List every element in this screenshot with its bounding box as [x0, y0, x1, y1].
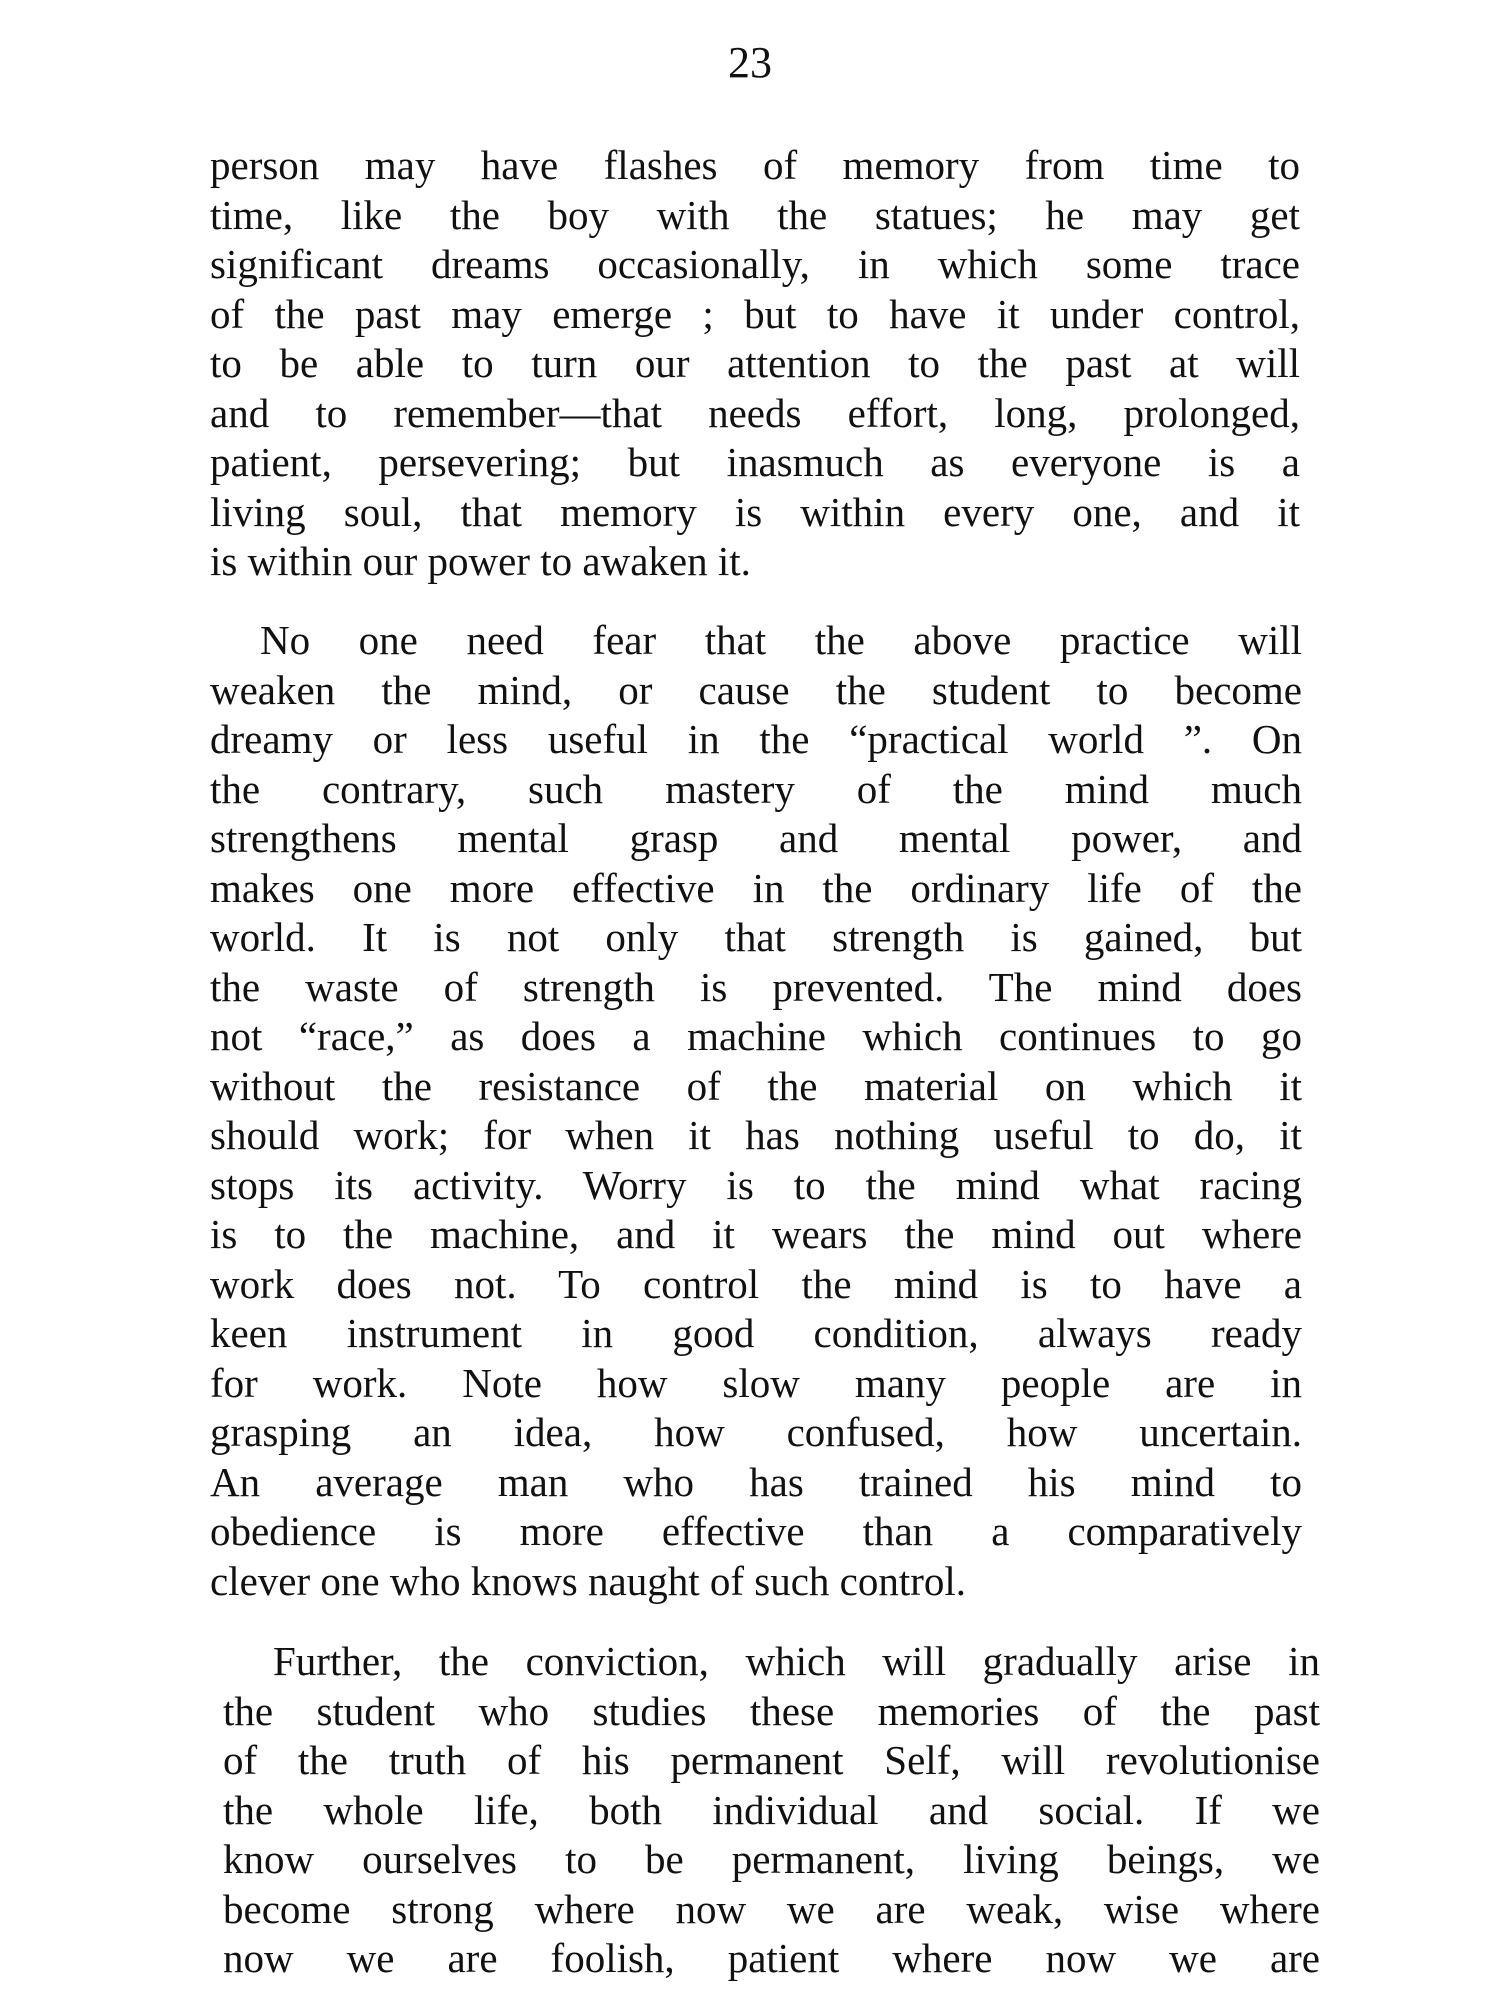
text-line: strengthens mental grasp and mental power, and [210, 815, 1302, 861]
text-line: without the resistance of the material on which it [210, 1062, 1302, 1109]
text-line: the waste of strength is prevented. The mind does [210, 963, 1302, 1010]
text-line: become strong where now we are weak, wise where [223, 1885, 1320, 1932]
text-line: patient, persevering; but inasmuch as everyone is a [210, 439, 1300, 485]
text-line: now we are foolish, patient where now we are [223, 1935, 1320, 1981]
text-line: is within our power to awaken it. [210, 538, 751, 584]
text-line: weaken the mind, or cause the student to become [210, 666, 1302, 713]
text-line: time, like the boy with the statues; he may get [210, 191, 1300, 238]
text-line: keen instrument in good condition, always ready [210, 1310, 1302, 1356]
text-line: of the truth of his permanent Self, will revolutionise [223, 1737, 1320, 1783]
text-line: of the past may emerge ; but to have it under control, [210, 290, 1300, 337]
text-line: grasping an idea, how confused, how uncertain. [210, 1409, 1302, 1455]
text-line: for work. Note how slow many people are in [210, 1359, 1302, 1406]
text-line: An average man who has trained his mind to [210, 1458, 1302, 1505]
text-line: should work; for when it has nothing useful to do, it [210, 1112, 1302, 1158]
page-number: 23 [728, 38, 772, 87]
text-line: Further, the conviction, which will gradually arise in [273, 1638, 1320, 1684]
text-line: is to the machine, and it wears the mind out where [210, 1211, 1302, 1257]
text-line: makes one more effective in the ordinary life of the [210, 864, 1302, 911]
text-line: clever one who knows naught of such control. [210, 1557, 967, 1604]
paragraph-3 [223, 1637, 1320, 1984]
text-line: person may have flashes of memory from time to [210, 142, 1300, 188]
text-line: know ourselves to be permanent, living beings, we [223, 1836, 1320, 1882]
text-line: dreamy or less useful in the “practical world ”. On [210, 716, 1302, 762]
text-line: and to remember—that needs effort, long, prolonged, [210, 389, 1300, 436]
paragraph-1 [210, 141, 1300, 587]
text-line: to be able to turn our attention to the past at will [210, 340, 1300, 386]
text-line: No one need fear that the above practice will [260, 617, 1302, 663]
text-line: world. It is not only that strength is gained, but [210, 914, 1302, 960]
text-line: significant dreams occasionally, in which some trace [210, 241, 1300, 287]
text-line: the student who studies these memories of the past [223, 1687, 1320, 1734]
text-line: living soul, that memory is within every one, and it [210, 488, 1300, 535]
text-line: work does not. To control the mind is to have a [210, 1260, 1302, 1307]
text-line: stops its activity. Worry is to the mind what racing [210, 1161, 1302, 1208]
text-line: not “race,” as does a machine which continues to go [210, 1013, 1302, 1059]
paragraph-2 [210, 616, 1302, 1606]
text-line: the whole life, both individual and social. If we [223, 1786, 1320, 1833]
text-line: obedience is more effective than a comparatively [210, 1508, 1302, 1554]
text-line: the contrary, such mastery of the mind much [210, 765, 1302, 812]
